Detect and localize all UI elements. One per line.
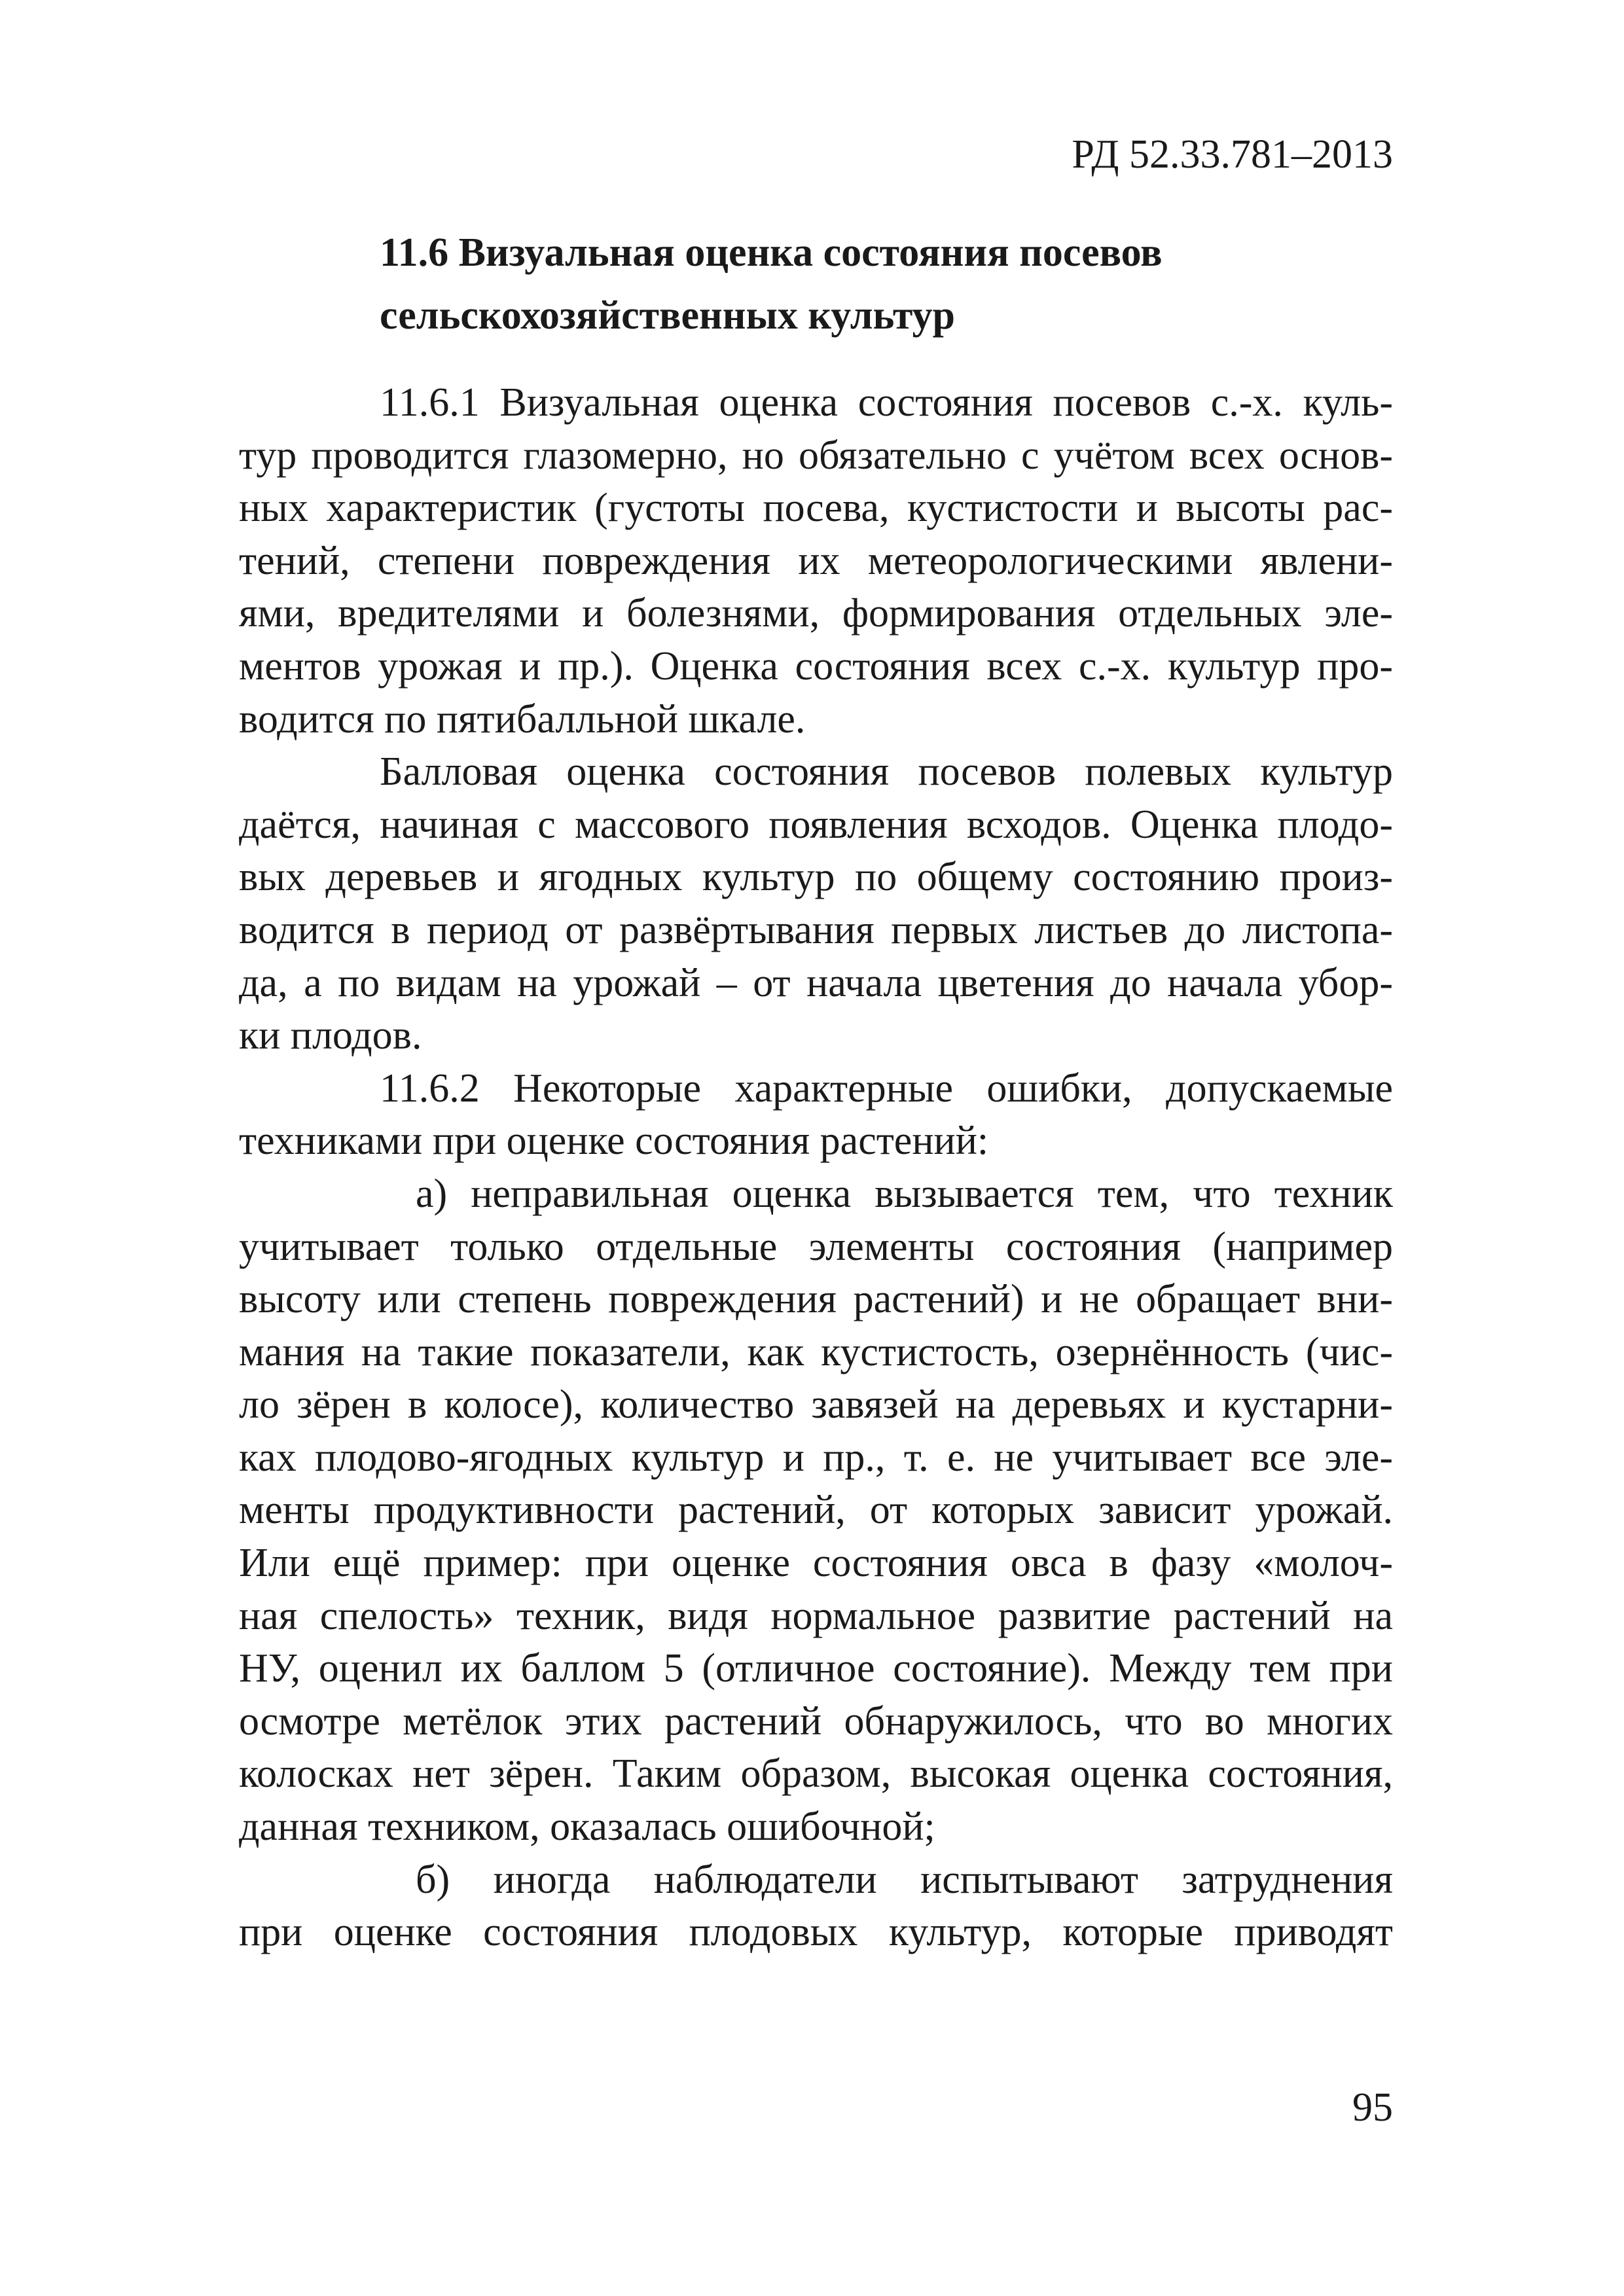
text-line: ло зёрен в колосе), количество завязей на деревьях и кустарни-	[239, 1382, 1393, 1427]
text-line: тур проводится глазомерно, но обязательно с учётом всех основ-	[239, 433, 1393, 478]
text-line: высоту или степень повреждения растений) и не обращает вни-	[239, 1277, 1393, 1322]
text-line: ментов урожая и пр.). Оценка состояния всех с.-х. культур про-	[239, 643, 1393, 689]
text-line: 11.6.2 Некоторые характерные ошибки, допускаемые	[380, 1066, 1393, 1111]
text-line: ках плодово-ягодных культур и пр., т. е. не учитывает все эле-	[239, 1435, 1393, 1480]
document-code: РД 52.33.781–2013	[1072, 132, 1393, 177]
text-line: ями, вредителями и болезнями, формирования отдельных эле-	[239, 591, 1393, 636]
text-line: водится по пятибалльной шкале.	[239, 696, 806, 742]
section-heading	[380, 221, 1427, 347]
body-text	[239, 376, 1393, 1959]
text-line: да, а по видам на урожай – от начала цветения до начала убор-	[239, 960, 1393, 1005]
text-line: водится в период от развёртывания первых листьев до листопа-	[239, 907, 1393, 952]
text-line: данная техником, оказалась ошибочной;	[239, 1804, 935, 1850]
text-line: ная спелость» техник, видя нормальное развитие растений на	[239, 1593, 1393, 1638]
text-line: колосках нет зёрен. Таким образом, высокая оценка состояния,	[239, 1751, 1393, 1797]
page-number: 95	[1352, 2085, 1393, 2130]
text-line: вых деревьев и ягодных культур по общему состоянию произ-	[239, 855, 1393, 900]
text-line: техниками при оценке состояния растений:	[239, 1119, 989, 1164]
text-line: осмотре метёлок этих растений обнаружилось, что во многих	[239, 1698, 1393, 1744]
section-heading-line: 11.6 Визуальная оценка состояния посевов	[380, 230, 1163, 275]
text-line: при оценке состояния плодовых культур, которые приводят	[239, 1910, 1393, 1955]
text-line: учитывает только отдельные элементы состояния (например	[239, 1224, 1393, 1269]
text-line: Или ещё пример: при оценке состояния овса в фазу «молоч-	[239, 1541, 1393, 1586]
text-line: Балловая оценка состояния посевов полевых культур	[380, 749, 1393, 795]
text-line: НУ, оценил их баллом 5 (отличное состояние). Между тем при	[239, 1646, 1393, 1691]
text-line: мания на такие показатели, как кустистость, озернённость (чис-	[239, 1329, 1393, 1374]
text-line: а) неправильная оценка вызывается тем, что техник	[416, 1171, 1393, 1216]
text-line: тений, степени повреждения их метеорологическими явлени-	[239, 538, 1393, 583]
text-line: ки плодов.	[239, 1013, 422, 1058]
text-line: даётся, начиная с массового появления всходов. Оценка плодо-	[239, 802, 1393, 847]
text-line: ных характеристик (густоты посева, кустистости и высоты рас-	[239, 486, 1393, 531]
text-line: 11.6.1 Визуальная оценка состояния посевов с.-х. куль-	[380, 380, 1393, 425]
text-line: б) иногда наблюдатели испытывают затруднения	[416, 1857, 1393, 1902]
text-line: менты продуктивности растений, от которых зависит урожай.	[239, 1488, 1393, 1533]
section-heading-line: сельскохозяйственных культур	[380, 293, 956, 338]
